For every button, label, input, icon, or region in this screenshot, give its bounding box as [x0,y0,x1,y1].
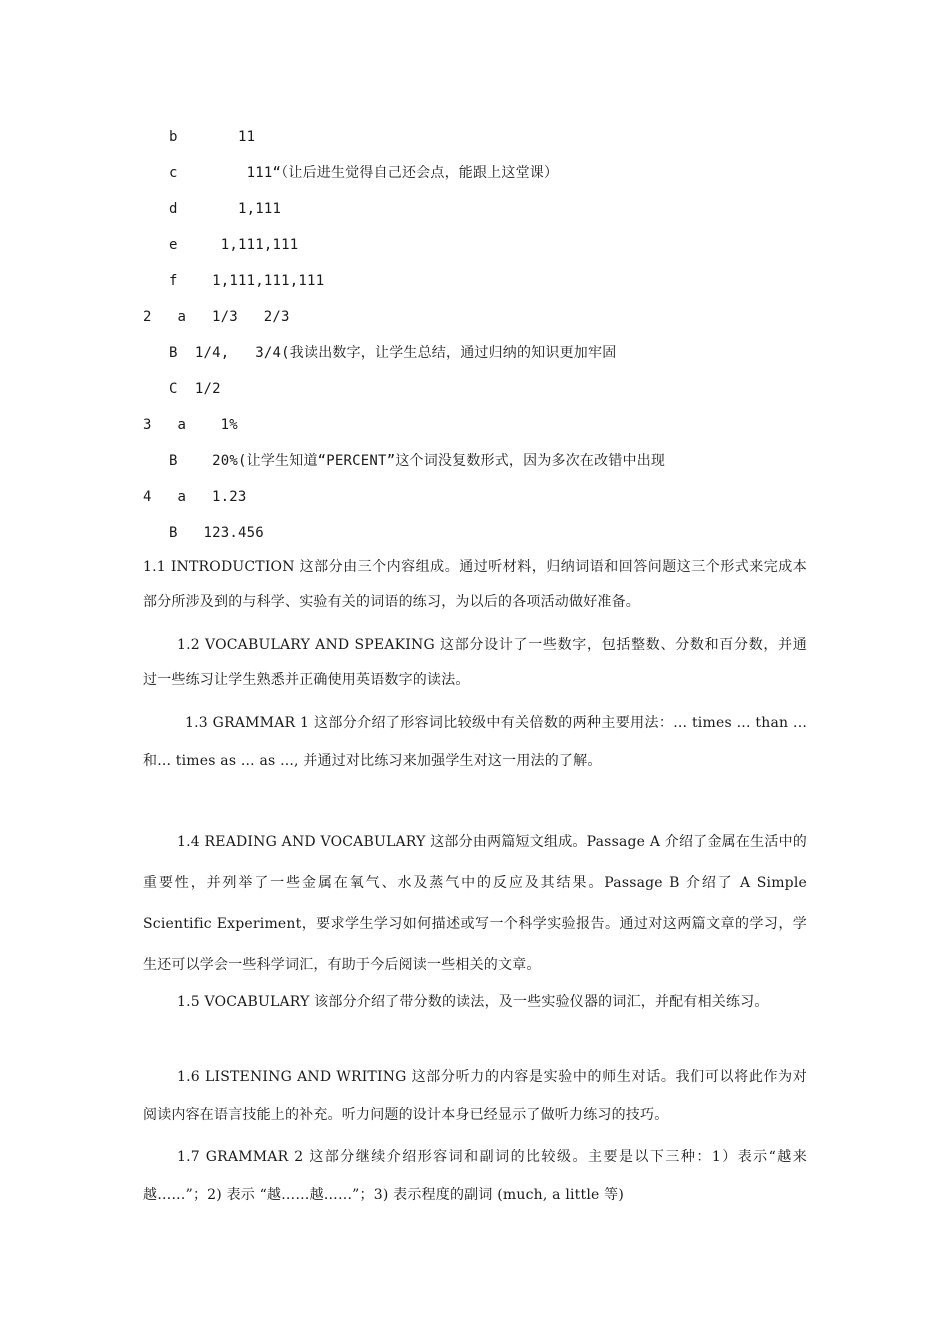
list-item-1f: f 1,111,111,111 [169,273,325,289]
section-1-6-paragraph [143,1058,807,1134]
section-1-5-paragraph [143,982,807,1023]
section-1-2-paragraph [143,628,807,698]
list-item-2b: B 1/4, 3/4(我读出数字，让学生总结，通过归纳的知识更加牢固 [169,345,617,361]
list-item-2a: 2 a 1/3 2/3 [143,309,290,325]
list-item-4b: B 123.456 [169,525,264,541]
list-item-3a: 3 a 1% [143,417,238,433]
section-1-4-paragraph [143,822,807,986]
section-1-7-paragraph [143,1138,807,1214]
list-item-2c: C 1/2 [169,381,221,397]
section-1-4-text: 1.4 READING AND VOCABULARY 这部分由两篇短文组成。Passage A 介绍了金属在生活中的重要性，并列举了一些金属在氧气、水及蒸气中的反应及其结果。Passage B 介绍了 A Simple Scientific Experiment，要求学生学习如何描述或写一个科学实验报告。通过对这两篇文章的学习，学生还可以学会一些科学词汇，有助于今后阅读一些相关的文章。 [143,834,807,973]
section-1-1-text: 1.1 INTRODUCTION 这部分由三个内容组成。通过听材料，归纳词语和回答问题这三个形式来完成本部分所涉及到的与科学、实验有关的词语的练习，为以后的各项活动做好准备。 [143,559,807,610]
section-1-2-text: 1.2 VOCABULARY AND SPEAKING 这部分设计了一些数字，包括整数、分数和百分数，并通过一些练习让学生熟悉并正确使用英语数字的读法。 [143,637,807,688]
section-1-1-paragraph [143,550,807,620]
list-item-1b: b 11 [169,129,256,145]
section-1-3-paragraph [143,704,807,780]
list-item-1e: e 1,111,111 [169,237,299,253]
section-1-5-text: 1.5 VOCABULARY 该部分介绍了带分数的读法，及一些实验仪器的词汇，并配有相关练习。 [177,994,769,1010]
section-1-3-text: 1.3 GRAMMAR 1 这部分介绍了形容词比较级中有关倍数的两种主要用法：... times ... than ...和... times as ... as ..., 并通过对比练习来加强学生对这一用法的了解。 [143,715,807,769]
list-item-1c: c 111“（让后进生觉得自己还会点，能跟上这堂课） [169,165,559,181]
list-item-1d: d 1,111 [169,201,282,217]
list-item-3b: B 20%(让学生知道“PERCENT”这个词没复数形式，因为多次在改错中出现 [169,453,666,469]
list-item-4a: 4 a 1.23 [143,489,247,505]
section-1-6-text: 1.6 LISTENING AND WRITING 这部分听力的内容是实验中的师生对话。我们可以将此作为对阅读内容在语言技能上的补充。听力问题的设计本身已经显示了做听力练习的技巧。 [143,1069,807,1123]
section-1-7-text: 1.7 GRAMMAR 2 这部分继续介绍形容词和副词的比较级。主要是以下三种：1）表示“越来越……”；2) 表示 “越……越……”；3) 表示程度的副词 (much, a little 等) [143,1149,807,1203]
